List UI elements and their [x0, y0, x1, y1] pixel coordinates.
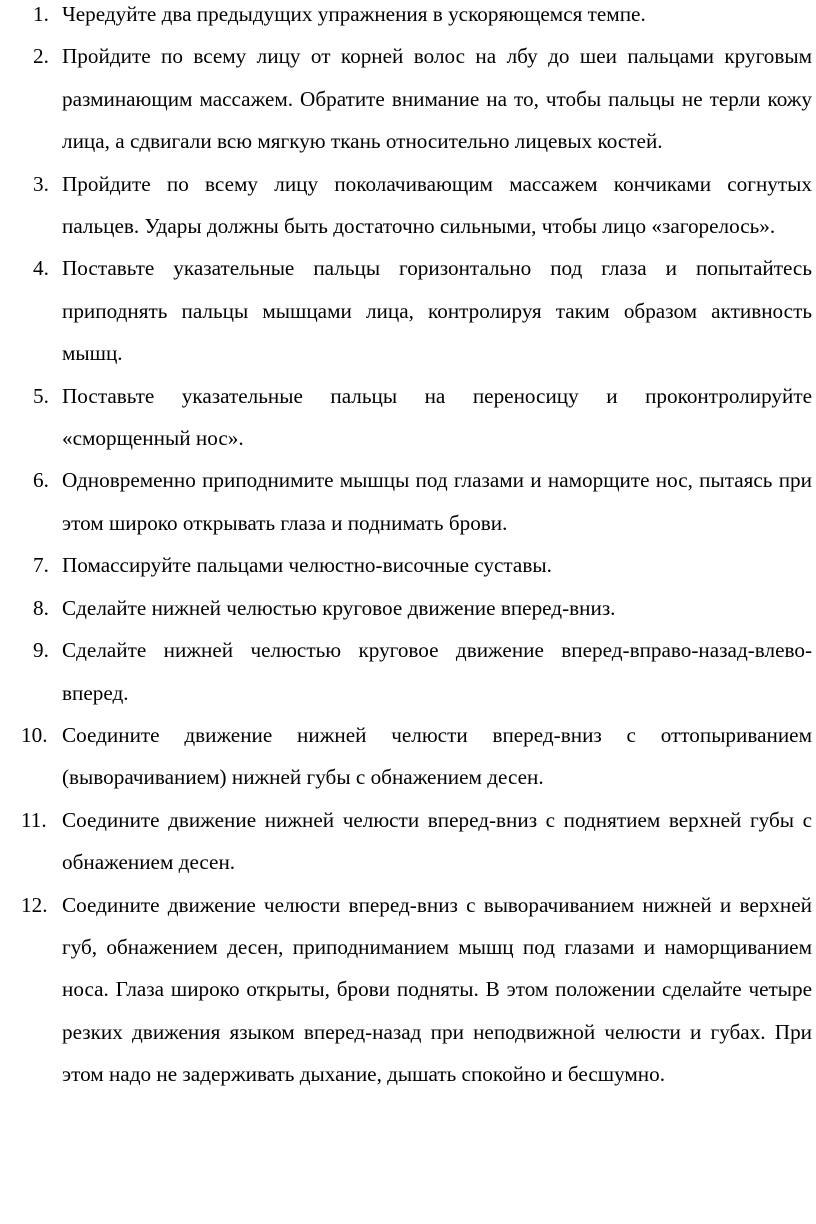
- list-item: [0, 544, 816, 586]
- item-text: Сделайте нижней челюстью круговое движение вперед-вправо-назад-влево-вперед.: [62, 638, 812, 705]
- list-item: [0, 375, 816, 460]
- list-item: [0, 884, 816, 1096]
- item-number: 12.: [21, 892, 48, 917]
- item-number: 3.: [33, 171, 49, 196]
- item-number: 4.: [33, 256, 49, 281]
- item-text: Одновременно приподнимите мышцы под глазами и наморщите нос, пытаясь при этом широко открывать глаза и поднимать брови.: [62, 468, 812, 535]
- list-item: [0, 799, 816, 884]
- item-number: 9.: [33, 638, 49, 663]
- item-number: 8.: [33, 595, 49, 620]
- item-text: Соедините движение нижней челюсти вперед-вниз с поднятием верхней губы с обнажением десен.: [62, 807, 812, 875]
- item-text: Соедините движение челюсти вперед-вниз с выворачиванием нижней и верхней губ, обнажением десен, приподниманием мышц под глазами и наморщиванием носа. Глаза широко открыты, брови подняты. В этом положении сделайте четыре резких движения языком вперед-назад при неподвижной челюсти и губах. При этом надо не задерживать дыхание, дышать спокойно и бесшумно.: [62, 892, 812, 1087]
- item-number: 2.: [33, 44, 49, 69]
- item-number: 1.: [33, 2, 49, 26]
- item-text: Соедините движение нижней челюсти вперед-вниз с оттопыриванием (выворачиванием) нижней губы с обнажением десен.: [62, 722, 812, 790]
- item-number: 11.: [21, 807, 47, 832]
- item-text: Чередуйте два предыдущих упражнения в ускоряющемся темпе.: [62, 2, 646, 26]
- item-text: Помассируйте пальцами челюстно-височные суставы.: [62, 553, 552, 578]
- item-text: Сделайте нижней челюстью круговое движение вперед-вниз.: [62, 595, 616, 620]
- item-text: Поставьте указательные пальцы горизонтально под глаза и попытайтесь приподнять пальцы мышцами лица, контролируя таким образом активность мышц.: [62, 256, 812, 366]
- list-item: [0, 0, 816, 35]
- list-item: [0, 35, 816, 162]
- item-number: 5.: [33, 383, 49, 408]
- list-item: [0, 587, 816, 629]
- item-number: 7.: [33, 553, 49, 578]
- list-item: [0, 163, 816, 248]
- list-item: [0, 247, 816, 374]
- item-text: Пройдите по всему лицу поколачивающим массажем кончиками согнутых пальцев. Удары должны быть достаточно сильными, чтобы лицо «загорелось».: [62, 171, 812, 239]
- item-number: 6.: [33, 468, 49, 493]
- list-item: [0, 629, 816, 714]
- item-number: 10.: [21, 722, 48, 747]
- list-item: [0, 714, 816, 799]
- item-text: Поставьте указательные пальцы на переносицу и проконтролируйте «сморщенный нос».: [62, 383, 812, 451]
- item-text: Пройдите по всему лицу от корней волос на лбу до шеи пальцами круговым разминающим массажем. Обратите внимание на то, чтобы пальцы не терли кожу лица, а сдвигали всю мягкую ткань относительно лицевых костей.: [62, 44, 812, 154]
- list-item: [0, 459, 816, 544]
